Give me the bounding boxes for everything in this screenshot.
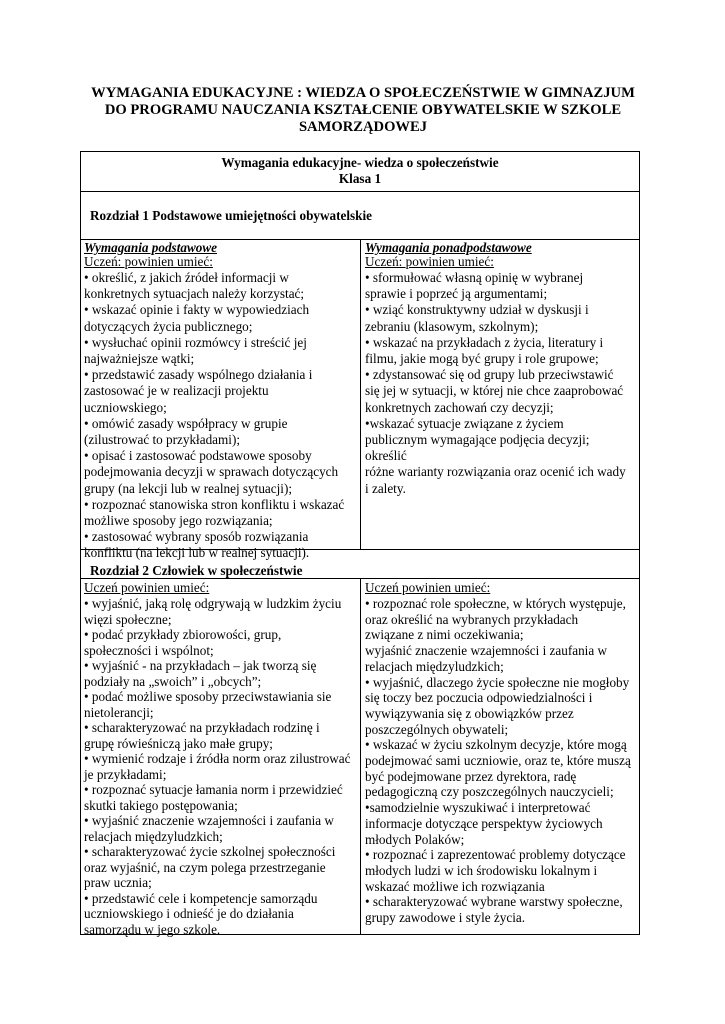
requirement-line: • sformułować własną opinię w wybranej [365,270,584,285]
requirement-line: filmu, jakie mogą być grupy i role grupowe; [365,351,599,366]
requirement-line: • wymienić rodzaje i źródła norm oraz zilustrować [84,751,351,766]
table-header-class: Klasa 1 [338,171,382,186]
requirement-line: pedagogiczną czy poszczególnych nauczycieli; [365,784,614,800]
requirement-line: młodych Polaków; [365,831,465,847]
chapter-2-basic-intro: Uczeń powinien umieć: [84,580,210,595]
requirement-line: relacjach międzyludzkich; [365,658,504,674]
requirement-line: zebraniu (klasowym, szkolnym); [365,318,539,334]
requirement-line: • zastosować wybrany sposób rozwiązania [84,529,309,545]
requirement-line: • wskazać na przykładach z życia, literatury i [365,334,604,350]
requirement-line: oraz określić na wybranych przykładach [365,611,579,627]
requirement-line: samorządu w jego szkole. [84,921,221,937]
chapter-2-advanced-intro: Uczeń powinien umieć: [365,580,491,595]
requirement-line: młodych ludzi w ich środowisku lokalnym i [365,862,598,878]
title-line: WYMAGANIA EDUKACYJNE : WIEDZA O SPOŁECZEŃSTWIE W GIMNAZJUM [91,85,635,101]
requirement-line: uczniowskiego; [84,399,167,415]
requirement-line: • wskazać opinie i fakty w wypowiedziach [84,302,310,318]
requirement-line: • wziąć konstruktywny udział w dyskusji i [365,302,589,318]
requirement-line: • podać przykłady zbiorowości, grup, [84,627,282,642]
divider [360,578,361,935]
title-line: SAMORZĄDOWEJ [298,119,428,135]
requirement-line: • rozpoznać role społeczne, w których występuje, [365,596,626,611]
requirement-line: • wyjaśnić, dlaczego życie społeczne nie mogłoby [365,674,630,690]
requirement-line: związane z nimi oczekiwania; [365,627,524,643]
requirement-line: uczniowskiego i odnieść je do działania [84,906,294,921]
requirement-line: i zalety. [365,480,406,496]
column-header-basic: Wymagania podstawowe [84,240,217,255]
requirement-line: wyjaśnić znaczenie wzajemności i zaufania w [365,643,608,659]
chapter-1-basic-intro: Uczeń: powinien umieć: [84,254,213,269]
requirement-line: podejmowania decyzji w sprawach dotyczących [84,464,339,480]
requirement-line: więzi społeczne; [84,611,172,627]
requirement-line: • przedstawić cele i kompetencje samorządu [84,890,318,906]
requirement-line: podejmować sami uczniowie, oraz te, które muszą [365,753,631,768]
requirement-line: • rozpoznać sytuacje łamania norm i przewidzieć [84,782,343,797]
requirement-line: grupy (na lekcji lub w realnej sytuacji); [84,480,292,496]
requirement-line: najważniejsze wątki; [84,351,195,366]
requirement-line: konkretnych zachowań czy decyzji; [365,399,554,415]
requirement-line: •samodzielnie wyszukiwać i interpretować [365,800,591,816]
requirement-line: grupę rówieśniczą jako małe grupy; [84,735,273,751]
requirement-line: • wyjaśnić, jaką rolę odgrywają w ludzkim życiu [84,596,342,611]
column-header-advanced: Wymagania ponadpodstawowe [365,240,532,255]
requirement-line: konfliktu (na lekcji lub w realnej sytuacji). [84,545,310,561]
requirement-line: • zdystansować się od grupy lub przeciwstawić [365,367,614,383]
requirement-line: • wysłuchać opinii rozmówcy i streścić jej [84,334,307,350]
table-header-title: Wymagania edukacyjne- wiedza o społeczeństwie [221,155,499,170]
requirement-line: wskazać możliwe ich rozwiązania [365,878,545,894]
requirement-line: się jej w sytuacji, w której nie chce zaaprobować [365,383,624,399]
requirement-line: społeczności i wspólnot; [84,642,214,658]
document-title [80,85,646,136]
requirement-line: • scharakteryzować wybrane warstwy społeczne, [365,894,623,910]
requirement-line: nietolerancji; [84,704,154,720]
requirement-line: dotyczących życia publicznego; [84,318,253,334]
requirement-line: • wyjaśnić znaczenie wzajemności i zaufania w [84,813,334,828]
requirement-line: • scharakteryzować życie szkolnej społeczności [84,844,336,859]
requirement-line: być podejmowane przez dyrektora, radę [365,768,577,784]
requirement-line: •wskazać sytuacje związane z życiem [365,415,564,431]
requirement-line: • określić, z jakich źródeł informacji w [84,270,289,285]
title-line: DO PROGRAMU NAUCZANIA KSZTAŁCENIE OBYWATELSKIE W SZKOLE [104,102,622,118]
requirement-line: konkretnych sytuacjach należy korzystać; [84,286,305,302]
requirement-line: określić [365,448,407,464]
requirement-line: się toczy bez poczucia odpowiedzialności i [365,690,593,706]
chapter-1-advanced-intro: Uczeń: powinien umieć: [365,254,494,269]
chapter-2-title: Rozdział 2 Człowiek w społeczeństwie [90,563,303,578]
requirement-line: • wskazać w życiu szkolnym decyzje, które mogą [365,737,627,753]
requirement-line: • opisać i zastosować podstawowe sposoby [84,448,312,464]
requirement-line: różne warianty rozwiązania oraz ocenić ich wady [365,464,626,480]
requirement-line: sprawie i poprzeć ją argumentami; [365,286,548,302]
requirement-line: • rozpoznać stanowiska stron konfliktu i wskazać [84,496,345,512]
requirement-line: • omówić zasady współpracy w grupie [84,415,288,431]
requirement-line: publicznym wymagające podjęcia decyzji; [365,432,590,447]
requirement-line: oraz wyjaśnić, na czym polega przestrzeganie [84,859,326,875]
requirement-line: praw ucznia; [84,875,152,890]
requirement-line: • podać możliwe sposoby przeciwstawiania sie [84,689,332,704]
requirement-line: poszczególnych obywateli; [365,721,509,737]
requirement-line: • scharakteryzować na przykładach rodzinę i [84,720,320,735]
requirement-line: grupy zawodowe i style życia. [365,910,526,925]
requirement-line: relacjach międzyludzkich; [84,828,223,844]
requirement-line: je przykładami; [84,766,167,782]
chapter-1-title: Rozdział 1 Podstawowe umiejętności obywatelskie [90,208,373,223]
requirement-line: informacje dotyczące perspektyw życiowych [365,815,603,831]
requirement-line: podziały na „swoich” i „obcych”; [84,673,262,689]
requirement-line: wywiązywania się z obowiązków przez [365,705,574,721]
requirement-line: • rozpoznać i zaprezentować problemy dotyczące [365,847,626,863]
requirement-line: zastosować je w realizacji projektu [84,383,269,399]
requirement-line: możliwe sposoby jego rozwiązania; [84,513,273,528]
requirement-line: • przedstawić zasady wspólnego działania i [84,367,313,383]
divider [360,239,361,549]
requirement-line: skutki takiego postępowania; [84,797,238,813]
requirement-line: (zilustrować to przykładami); [84,432,240,447]
requirement-line: • wyjaśnić - na przykładach – jak tworzą się [84,658,317,673]
divider [80,191,640,192]
